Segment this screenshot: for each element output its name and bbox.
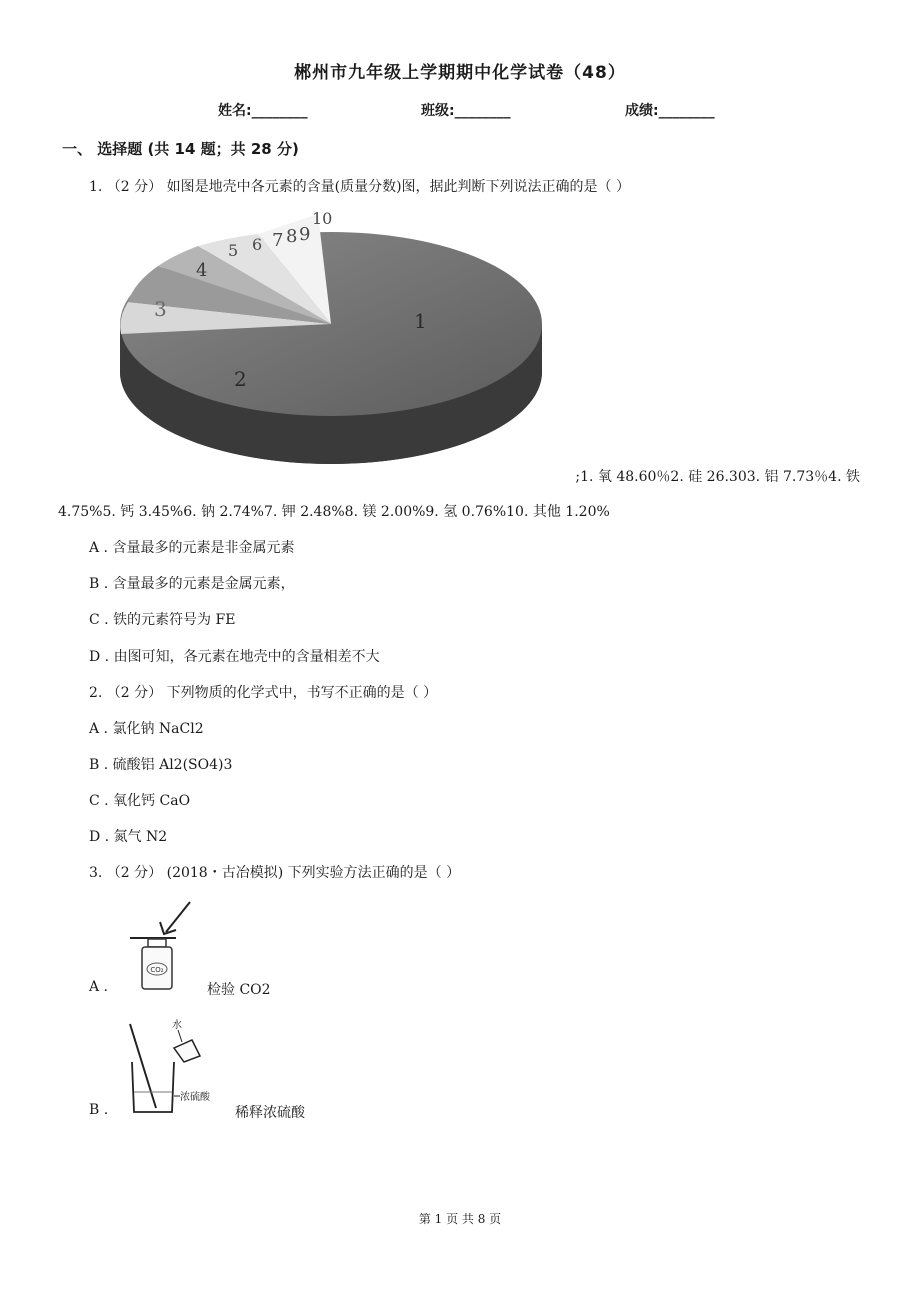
- co2-bottle-label: CO₂: [150, 966, 164, 974]
- pie-label-3: 3: [154, 297, 167, 321]
- q2-option-d[interactable]: D . 氮气 N2: [89, 829, 168, 845]
- page-title: 郴州市九年级上学期期中化学试卷（48）: [294, 63, 626, 83]
- dilute-sulfuric-acid-figure: [122, 1016, 234, 1120]
- q3-option-b-text: 稀释浓硫酸: [235, 1105, 305, 1121]
- co2-test-figure: [128, 898, 198, 994]
- crust-element-pie-chart: [88, 204, 550, 482]
- name-field-label: 姓名:________: [218, 103, 308, 119]
- question-1-stem: 1. （2 分） 如图是地壳中各元素的含量(质量分数)图，据此判断下列说法正确的是（ ）: [89, 179, 630, 195]
- pie-legend-line-1: ;1. 氧 48.60％2. 硅 26.303. 铝 7.73％4. 铁: [575, 469, 860, 485]
- question-3-stem: 3. （2 分） (2018・古冶模拟) 下列实验方法正确的是（ ）: [89, 865, 461, 881]
- q3-option-a-text: 检验 CO2: [207, 982, 271, 998]
- pie-label-7: 7: [272, 230, 284, 251]
- conc-sulfuric-acid-label: 浓硫酸: [180, 1092, 210, 1103]
- pie-label-1: 1: [414, 309, 427, 333]
- q1-option-b[interactable]: B . 含量最多的元素是金属元素，: [89, 576, 295, 592]
- class-field-label: 班级:________: [421, 103, 511, 119]
- pie-label-9: 9: [299, 224, 311, 245]
- score-field-label: 成绩:________: [625, 103, 715, 119]
- pie-legend-line-2: 4.75%5. 钙 3.45%6. 钠 2.74%7. 钾 2.48%8. 镁 2.00%9. 氢 0.76%10. 其他 1.20%: [58, 504, 610, 520]
- pie-label-8: 8: [286, 226, 298, 247]
- pie-label-5: 5: [228, 241, 239, 260]
- q2-option-b[interactable]: B . 硫酸铝 Al2(SO4)3: [89, 757, 233, 773]
- page-footer: 第 1 页 共 8 页: [418, 1212, 502, 1226]
- q1-option-d[interactable]: D . 由图可知，各元素在地壳中的含量相差不大: [89, 649, 380, 665]
- q3-option-a-label[interactable]: A .: [89, 979, 109, 995]
- q1-option-a[interactable]: A . 含量最多的元素是非金属元素: [89, 540, 295, 556]
- q2-option-a[interactable]: A . 氯化钠 NaCl2: [89, 721, 204, 737]
- q2-option-c[interactable]: C . 氧化钙 CaO: [89, 793, 191, 809]
- pie-label-2: 2: [234, 367, 247, 391]
- q1-option-c[interactable]: C . 铁的元素符号为 FE: [89, 612, 236, 628]
- q3-option-b-label[interactable]: B .: [89, 1102, 109, 1118]
- question-2-stem: 2. （2 分） 下列物质的化学式中，书写不正确的是（ ）: [89, 685, 438, 701]
- pie-label-10: 10: [312, 209, 333, 228]
- section-title: 一、 选择题 (共 14 题；共 28 分): [62, 140, 299, 158]
- pie-label-4: 4: [196, 260, 208, 281]
- water-label: 水: [172, 1020, 182, 1031]
- pie-label-6: 6: [252, 235, 263, 254]
